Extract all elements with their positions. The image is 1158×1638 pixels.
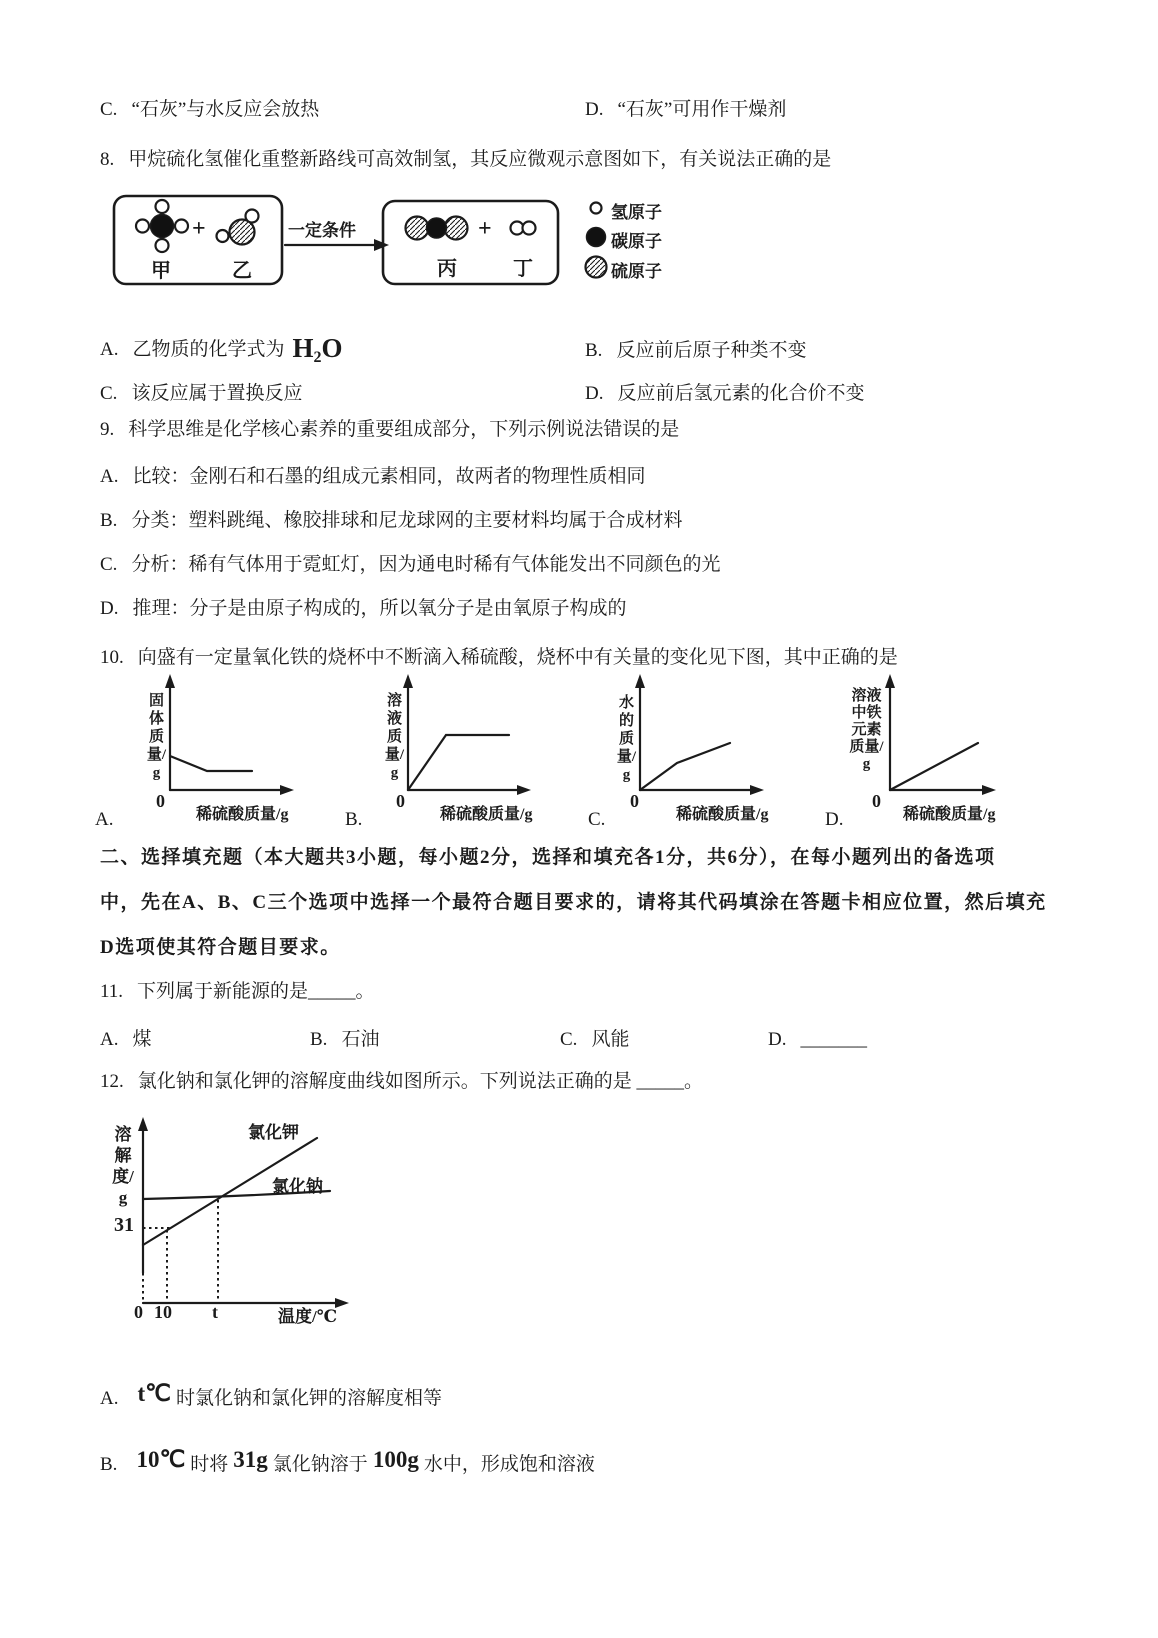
plus-sign-left: + xyxy=(192,216,206,242)
q10-stem-text: 向盛有一定量氧化铁的烧杯中不断滴入稀硫酸，烧杯中有关量的变化见下图，其中正确的是 xyxy=(137,647,898,668)
q11-option-d xyxy=(768,1028,867,1052)
temp-10-tick: 10 xyxy=(154,1302,172,1322)
hydrogen-sulfide-molecule xyxy=(217,210,259,245)
q11-option-c-label: C. xyxy=(560,1029,578,1050)
condition-label: 一定条件 xyxy=(288,221,356,240)
q11-option-c xyxy=(560,1028,629,1052)
q12-stem-text: 氯化钠和氯化钾的溶解度曲线如图所示。下列说法正确的是 _____。 xyxy=(137,1071,704,1092)
graph-a-ylabel: 固体质量/g xyxy=(146,693,167,781)
label-bing: 丙 xyxy=(437,258,457,280)
legend-sulfur-label: 硫原子 xyxy=(611,262,662,281)
q8-option-a-label: A. xyxy=(100,339,119,360)
q12-option-a-tc: t℃ xyxy=(137,1381,171,1406)
q8-option-d xyxy=(585,382,865,406)
q7-option-c-label: C. xyxy=(100,99,118,120)
chart-dotted-guides xyxy=(143,1200,218,1302)
q9-option-b-label: B. xyxy=(100,510,118,531)
methane-molecule xyxy=(136,200,188,252)
label-jia: 甲 xyxy=(151,260,171,282)
q8-option-d-label: D. xyxy=(585,383,604,404)
graph-c-xlabel: 稀硫酸质量/g xyxy=(676,806,769,823)
q9-number: 9. xyxy=(100,419,115,440)
q9-option-c-label: C. xyxy=(100,554,118,575)
sulfur-atom-icon xyxy=(586,257,607,278)
q9-option-b xyxy=(100,509,682,533)
q12-option-b-text1: 时将 xyxy=(190,1454,229,1475)
q9-stem-text: 科学思维是化学核心素养的重要组成部分，下列示例说法错误的是 xyxy=(128,419,680,440)
graph-a-origin: 0 xyxy=(156,791,165,811)
nacl-curve-label: 氯化钠 xyxy=(272,1177,323,1196)
graph-c-origin: 0 xyxy=(630,791,639,811)
section2-heading-line1: 二、选择填充题（本大题共3小题，每小题2分，选择和填充各1分，共6分），在每小题列出的备选项 xyxy=(100,847,996,868)
q9-option-a-text: 比较：金刚石和石墨的组成元素相同，故两者的物理性质相同 xyxy=(132,466,646,487)
q8-option-d-text: 反应前后氢元素的化合价不变 xyxy=(617,383,865,404)
solubility-xlabel: 温度/℃ xyxy=(278,1307,338,1326)
graph-a-xlabel: 稀硫酸质量/g xyxy=(196,806,289,823)
q7-option-d-label: D. xyxy=(585,99,604,120)
q9-option-c xyxy=(100,553,720,577)
label-ding: 丁 xyxy=(513,258,533,280)
q8-option-b-label: B. xyxy=(585,340,603,361)
q9-option-d xyxy=(100,597,627,621)
graph-c-option-label: C. xyxy=(588,809,606,830)
q7-option-d-text: “石灰”可用作干燥剂 xyxy=(617,99,787,120)
q11-option-b-text: 石油 xyxy=(341,1029,380,1050)
graph-d-option-label: D. xyxy=(825,809,844,830)
kcl-curve-label: 氯化钾 xyxy=(248,1123,299,1142)
q10-number: 10. xyxy=(100,647,124,668)
legend-swatches xyxy=(586,203,607,278)
q8-stem-text: 甲烷硫化氢催化重整新路线可高效制氢，其反应微观示意图如下，有关说法正确的是 xyxy=(128,149,832,170)
legend-hydrogen-label: 氢原子 xyxy=(611,203,662,222)
q12-number: 12. xyxy=(100,1071,124,1092)
section2-heading-line3: D选项使其符合题目要求。 xyxy=(100,937,341,958)
q8-option-a xyxy=(100,333,343,370)
graph-a xyxy=(165,674,294,795)
q12-stem xyxy=(100,1070,703,1094)
q12-option-b-text2: 氯化钠溶于 xyxy=(272,1454,368,1475)
q12-option-a-text: 时氯化钠和氯化钾的溶解度相等 xyxy=(175,1388,442,1409)
q12-option-b-text3: 水中，形成饱和溶液 xyxy=(423,1454,595,1475)
solubility-chart xyxy=(110,1113,460,1323)
q11-option-a xyxy=(100,1028,152,1052)
q8-stem xyxy=(100,148,831,172)
reaction-diagram xyxy=(100,190,700,302)
chart-axes xyxy=(138,1117,349,1308)
q8-option-c-text: 该反应属于置换反应 xyxy=(131,383,303,404)
graph-c xyxy=(635,674,764,795)
q8-option-a-text: 乙物质的化学式为 xyxy=(132,339,285,360)
temp-0-tick: 0 xyxy=(134,1302,143,1322)
q8-option-c-label: C. xyxy=(100,383,118,404)
q9-stem xyxy=(100,418,679,442)
q8-option-b xyxy=(585,339,806,363)
q12-option-b-label: B. xyxy=(100,1454,118,1475)
graph-b-option-label: B. xyxy=(345,809,363,830)
solubility-ylabel: 溶解度/g xyxy=(112,1125,134,1207)
q8-option-c xyxy=(100,382,302,406)
graph-b xyxy=(403,674,531,795)
q8-number: 8. xyxy=(100,149,115,170)
q11-stem-text: 下列属于新能源的是_____。 xyxy=(137,981,375,1002)
graph-d-origin: 0 xyxy=(872,791,881,811)
q9-option-a xyxy=(100,465,646,489)
q12-option-b-100g: 100g xyxy=(372,1447,419,1472)
temp-t-tick: t xyxy=(212,1302,218,1322)
q11-option-d-label: D. xyxy=(768,1029,787,1050)
q12-option-b xyxy=(100,1448,595,1477)
graph-d xyxy=(885,674,996,795)
q8-option-b-text: 反应前后原子种类不变 xyxy=(616,340,807,361)
q9-option-d-text: 推理：分子是由原子构成的，所以氧分子是由氧原子构成的 xyxy=(132,598,627,619)
hydrogen-molecule xyxy=(511,222,536,235)
q7-option-c xyxy=(100,98,319,122)
carbon-disulfide-molecule xyxy=(406,217,468,240)
graph-d-ylabel: 溶液中铁元素质量/g xyxy=(849,688,884,772)
q9-option-c-text: 分析：稀有气体用于霓虹灯，因为通电时稀有气体能发出不同颜色的光 xyxy=(131,554,721,575)
q11-stem xyxy=(100,980,375,1004)
q9-option-a-label: A. xyxy=(100,466,119,487)
q12-option-a-label: A. xyxy=(100,1388,119,1409)
graph-d-xlabel: 稀硫酸质量/g xyxy=(903,806,996,823)
q9-option-b-text: 分类：塑料跳绳、橡胶排球和尼龙球网的主要材料均属于合成材料 xyxy=(131,510,683,531)
q11-option-b-label: B. xyxy=(310,1029,328,1050)
q7-option-d xyxy=(585,98,786,122)
graph-c-ylabel: 水的质量/g xyxy=(616,695,637,783)
q12-option-a xyxy=(100,1382,442,1411)
legend-carbon-label: 碳原子 xyxy=(611,232,662,251)
h2o-formula: $H_2O$ xyxy=(292,333,343,366)
q11-option-a-label: A. xyxy=(100,1029,119,1050)
q12-option-b-31g: 31g xyxy=(233,1447,268,1472)
q11-number: 11. xyxy=(100,981,124,1002)
label-yi: 乙 xyxy=(232,260,252,282)
section2-heading-line2: 中，先在A、B、C三个选项中选择一个最符合题目要求的，请将其代码填涂在答题卡相应位置，然后填充 xyxy=(100,892,1047,913)
solubility-31-tick: 31 xyxy=(114,1214,134,1236)
q7-option-c-text: “石灰”与水反应会放热 xyxy=(131,99,320,120)
graph-b-origin: 0 xyxy=(396,791,405,811)
hydrogen-atom-icon xyxy=(591,203,602,214)
plus-sign-right: + xyxy=(478,216,492,242)
graph-a-option-label: A. xyxy=(95,809,114,830)
carbon-atom-icon xyxy=(587,228,606,247)
q11-option-b xyxy=(310,1028,379,1052)
q11-option-d-blank: _______ xyxy=(800,1029,867,1050)
q10-stem xyxy=(100,646,898,670)
q12-option-b-10c: 10℃ xyxy=(136,1447,186,1472)
q11-option-a-text: 煤 xyxy=(132,1029,152,1050)
q9-option-d-label: D. xyxy=(100,598,119,619)
graph-b-ylabel: 溶液质量/g xyxy=(384,693,405,781)
q11-option-c-text: 风能 xyxy=(591,1029,630,1050)
graph-b-xlabel: 稀硫酸质量/g xyxy=(440,806,533,823)
